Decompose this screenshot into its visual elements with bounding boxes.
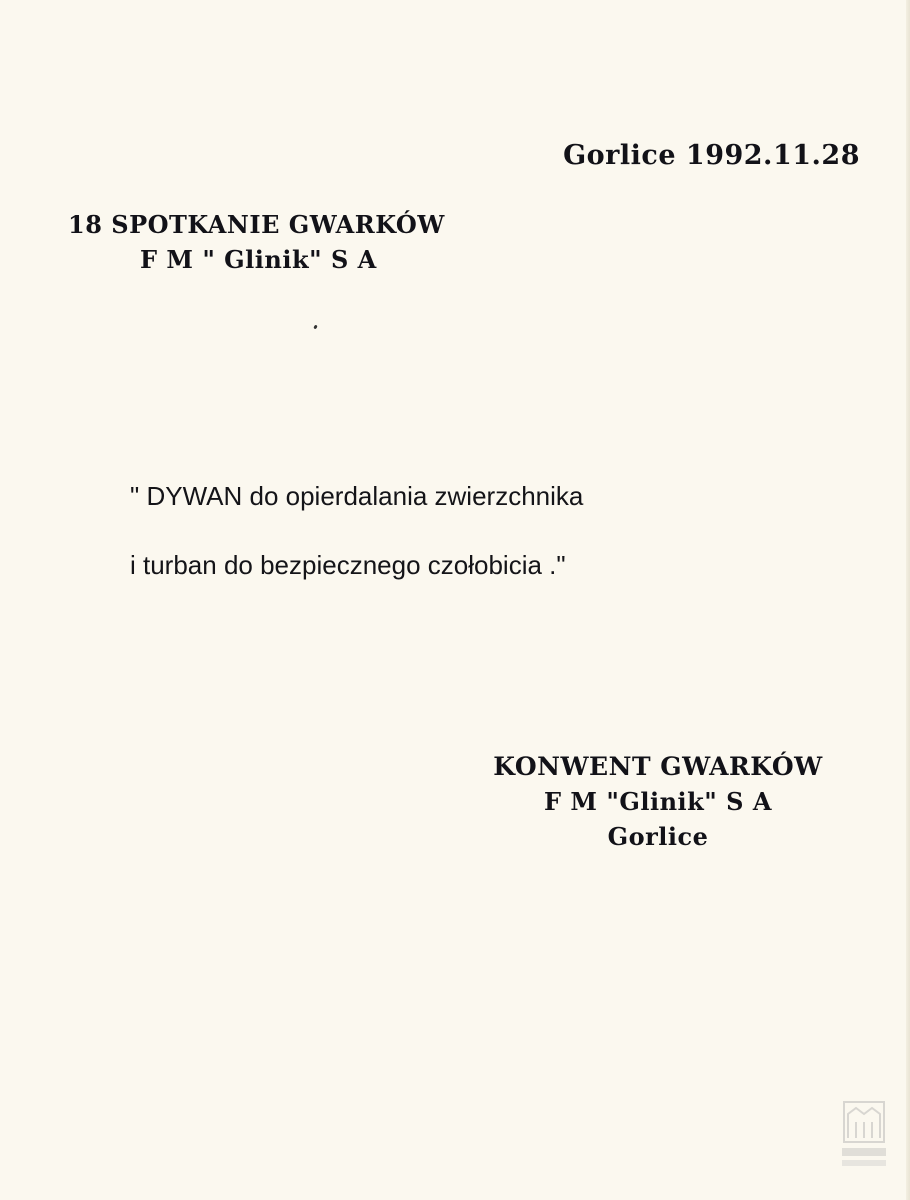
motto-line-2: i turban do bezpiecznego czołobicia ." (130, 550, 566, 580)
event-title: 18 SPOTKANIE GWARKÓW (68, 210, 445, 239)
event-organization: F M " Glinik" S A (140, 245, 377, 274)
signature-city: Gorlice (607, 822, 709, 851)
paper-edge (906, 0, 910, 1200)
library-watermark-stamp (834, 1094, 894, 1172)
place-and-date: Gorlice 1992.11.28 (563, 140, 860, 171)
motto-text (130, 462, 583, 600)
ink-speck (313, 325, 318, 330)
motto-line-1: " DYWAN do opierdalania zwierzchnika (130, 481, 584, 511)
event-header (68, 210, 538, 274)
signature-convent: KONWENT GWARKÓW (493, 752, 823, 781)
signature-block (468, 752, 848, 851)
signature-organization: F M "Glinik" S A (544, 787, 772, 816)
